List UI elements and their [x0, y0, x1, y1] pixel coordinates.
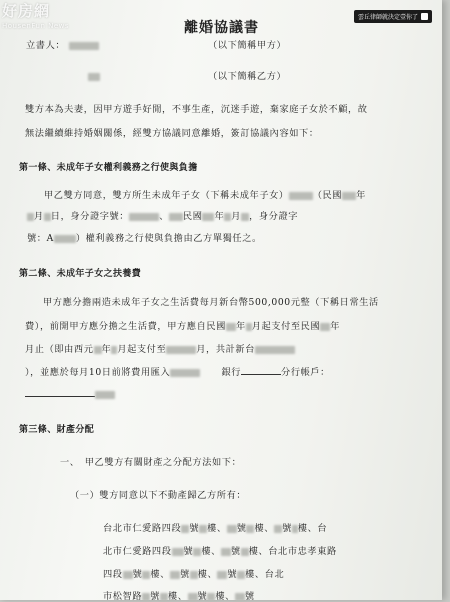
badge-label: 雲丘律師就決定壹你了 — [357, 14, 418, 21]
redacted — [142, 593, 150, 601]
redacted — [217, 571, 227, 579]
redacted — [27, 213, 34, 221]
text: 日，身分證字號： — [50, 211, 130, 222]
redacted — [95, 391, 115, 399]
text: 民國 — [182, 211, 203, 222]
text: 分行帳戶： — [281, 367, 330, 378]
redacted — [181, 525, 189, 533]
article-3-sub-1: 一、 甲乙雙方有關財產之分配方法如下： — [60, 457, 242, 468]
redacted — [54, 235, 76, 243]
redacted — [202, 213, 214, 221]
redacted — [255, 346, 295, 354]
text: 月 — [231, 211, 242, 222]
watermark-logo — [2, 2, 70, 31]
text: 月止（即由西元 — [25, 344, 94, 355]
text: 甲乙雙方同意，雙方所生未成年子女（下稱未成年子女） — [44, 190, 289, 201]
redacted — [193, 548, 201, 556]
redacted-name — [69, 42, 99, 50]
redacted — [342, 192, 356, 200]
redacted — [207, 593, 215, 601]
redacted — [190, 571, 198, 579]
text: 號 — [197, 591, 208, 602]
text: 樓、 — [215, 591, 235, 602]
property-line-3 — [103, 569, 284, 580]
text: 月 — [34, 211, 44, 222]
text: 樓、 — [201, 546, 221, 557]
redacted — [246, 525, 254, 533]
text: 樓、台北市忠孝東路 — [248, 546, 337, 557]
text: 樓、台 — [297, 523, 328, 534]
article-2-line-2 — [25, 321, 340, 332]
party1-note: （以下簡稱甲方） — [208, 40, 287, 51]
article-2-heading: 第二條、未成年子女之扶養費 — [19, 269, 142, 279]
redacted — [221, 548, 231, 556]
redacted — [170, 369, 200, 377]
text: 北市仁愛路四段 — [103, 546, 172, 557]
article-2-line-3 — [25, 344, 295, 355]
redacted — [142, 571, 150, 579]
redacted — [320, 323, 330, 331]
text: 號：A — [27, 233, 54, 244]
overlay-badge — [354, 10, 432, 23]
redacted — [172, 548, 184, 556]
redacted — [166, 346, 196, 354]
redacted — [123, 571, 133, 579]
intro-line-1: 雙方本為夫妻，因甲方遊手好閒，不事生產，沉迷手遊，棄家庭子女於不顧，故 — [25, 104, 368, 115]
text: 、 — [159, 211, 169, 222]
article-2-line-1: 甲方應分擔兩造未成年子女之生活費每月新台幣500,000元整（下稱日常生活 — [43, 297, 379, 308]
article-1-line-3 — [27, 233, 262, 244]
redacted — [289, 192, 313, 200]
redacted — [241, 213, 249, 221]
text: 號 — [227, 569, 238, 580]
redacted — [170, 571, 180, 579]
article-1-line-2 — [27, 211, 298, 222]
property-line-4 — [103, 591, 255, 602]
text: 樓、 — [197, 569, 218, 580]
text: 號 — [282, 523, 292, 534]
redacted — [246, 323, 252, 331]
redacted — [235, 593, 245, 601]
redacted — [169, 213, 183, 221]
property-line-1 — [103, 523, 327, 534]
redacted-name — [88, 73, 100, 81]
text: （民國 — [312, 190, 343, 201]
watermark-en: HousenFun News — [2, 22, 70, 30]
article-2-line-4 — [25, 367, 330, 378]
text: 樓、 — [207, 523, 227, 534]
text: ，身分證字 — [249, 211, 299, 222]
redacted — [226, 323, 236, 331]
article-1-heading: 第一條、未成年子女權利義務之行使與負擔 — [19, 163, 198, 173]
text: 樓、台北 — [245, 569, 285, 580]
text: 號 — [189, 523, 200, 534]
article-2-line-5 — [25, 389, 115, 400]
text: 樓、 — [167, 591, 188, 602]
text: 台北市仁愛路四段 — [103, 523, 182, 534]
text: 年 — [101, 344, 112, 355]
intro-line-2: 無法繼續維持婚姻關係，經雙方協議同意離婚，簽訂協議內容如下： — [25, 128, 319, 139]
party2-note: （以下簡稱乙方） — [208, 71, 287, 82]
article-1-line-1 — [44, 190, 366, 201]
text: 月起支付至 — [117, 344, 167, 355]
text: 費），前開甲方應分擔之生活費，甲方應自民國 — [25, 321, 226, 332]
text: 號 — [183, 546, 194, 557]
watermark-cn: 好房網 — [2, 2, 51, 20]
text: 號 — [150, 591, 160, 602]
text: 年 — [330, 321, 341, 332]
text: 號 — [230, 546, 241, 557]
article-3-heading: 第三條、財產分配 — [19, 425, 95, 435]
text: 月起支付至民國 — [251, 321, 321, 332]
party2-row — [88, 71, 100, 82]
search-icon — [421, 13, 428, 20]
text: 號 — [132, 569, 143, 580]
party1-row — [26, 40, 99, 51]
text: 市松智路 — [103, 591, 143, 602]
text: 號 — [244, 591, 255, 602]
text: 號 — [179, 569, 190, 580]
article-3-sub-2: （一）雙方同意以下不動產歸乙方所有： — [70, 490, 247, 501]
blank-line — [25, 396, 95, 397]
blank-line — [241, 374, 281, 375]
text: ），並應於每月10日前將費用匯入 — [25, 367, 171, 378]
redacted — [44, 213, 51, 221]
property-line-2 — [103, 546, 337, 557]
redacted — [274, 525, 282, 533]
party1-label: 立書人： — [26, 40, 66, 51]
redacted — [241, 548, 249, 556]
redacted — [188, 593, 198, 601]
redacted — [292, 525, 298, 533]
text: 樓、 — [150, 569, 170, 580]
redacted — [237, 571, 245, 579]
text: 年 — [356, 190, 366, 201]
text: 四段 — [103, 569, 123, 580]
text: 年 — [214, 211, 225, 222]
text: ）權利義務之行使與負擔由乙方單獨任之。 — [75, 233, 262, 244]
redacted — [199, 525, 207, 533]
redacted — [227, 525, 237, 533]
text: 號 — [236, 523, 247, 534]
redacted — [224, 213, 231, 221]
text: 樓、 — [254, 523, 275, 534]
document-title: 離婚協議書 — [184, 20, 259, 36]
text: 年 — [235, 321, 246, 332]
text: 月，共計新台 — [196, 344, 255, 355]
redacted — [129, 213, 159, 221]
redacted — [111, 346, 117, 354]
redacted — [94, 346, 102, 354]
redacted — [160, 593, 168, 601]
text: 銀行 — [221, 367, 242, 378]
